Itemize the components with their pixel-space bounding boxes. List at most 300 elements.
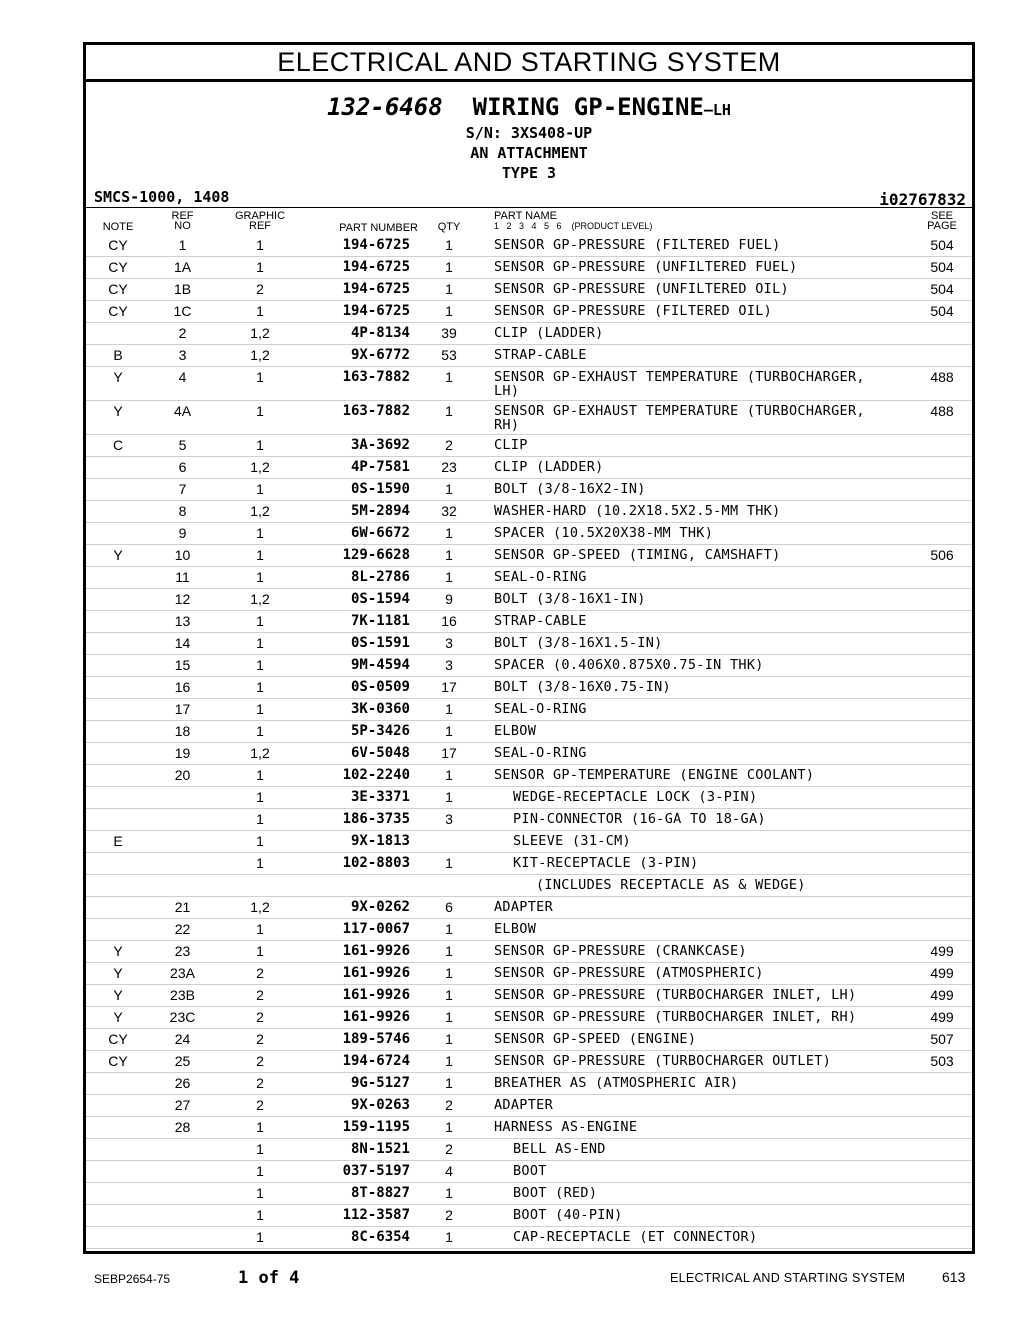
row-note: E bbox=[113, 833, 123, 849]
row-part-number: 037-5197 bbox=[342, 1163, 410, 1179]
table-row bbox=[86, 897, 972, 919]
table-row bbox=[86, 809, 972, 831]
row-part-name: SENSOR GP-PRESSURE (CRANKCASE) bbox=[494, 943, 747, 959]
row-quantity: 3 bbox=[445, 657, 453, 673]
table-row bbox=[86, 257, 972, 279]
row-part-name: SENSOR GP-PRESSURE (UNFILTERED OIL) bbox=[494, 281, 789, 297]
row-ref-number: 1B bbox=[173, 281, 192, 297]
row-part-number: 189-5746 bbox=[342, 1031, 410, 1047]
row-quantity: 1 bbox=[445, 723, 453, 739]
row-part-name: SEAL-O-RING bbox=[494, 701, 587, 717]
row-see-page: 504 bbox=[930, 281, 954, 297]
table-row bbox=[86, 345, 972, 367]
row-note: CY bbox=[108, 1053, 128, 1069]
row-quantity: 1 bbox=[445, 965, 453, 981]
table-row bbox=[86, 941, 972, 963]
table-row bbox=[86, 831, 972, 853]
row-part-name: SENSOR GP-PRESSURE (UNFILTERED FUEL) bbox=[494, 259, 798, 275]
row-quantity: 1 bbox=[445, 1031, 453, 1047]
row-part-number: 163-7882 bbox=[342, 403, 410, 419]
row-part-number: 102-8803 bbox=[342, 855, 410, 871]
header-graphic-top: GRAPHIC bbox=[234, 210, 286, 222]
row-note: Y bbox=[113, 965, 123, 981]
table-row bbox=[86, 567, 972, 589]
row-part-number: 0S-1591 bbox=[350, 635, 410, 651]
row-quantity: 1 bbox=[445, 569, 453, 585]
table-row bbox=[86, 1227, 972, 1249]
row-part-number: 0S-1594 bbox=[350, 591, 410, 607]
row-part-number: 102-2240 bbox=[342, 767, 410, 783]
row-graphic-ref: 1,2 bbox=[250, 459, 270, 475]
row-ref-number: 23C bbox=[169, 1009, 196, 1025]
row-ref-number: 28 bbox=[174, 1119, 191, 1135]
page-footer bbox=[0, 1268, 1020, 1292]
row-part-number: 129-6628 bbox=[342, 547, 410, 563]
table-row bbox=[86, 545, 972, 567]
row-part-number: 4P-7581 bbox=[350, 459, 410, 475]
table-row bbox=[86, 1183, 972, 1205]
group-title-line bbox=[86, 82, 972, 123]
row-part-number: 161-9926 bbox=[342, 987, 410, 1003]
row-ref-number: 8 bbox=[178, 503, 187, 519]
row-ref-number: 15 bbox=[174, 657, 191, 673]
row-quantity: 2 bbox=[445, 437, 453, 453]
footer-system-title: ELECTRICAL AND STARTING SYSTEM bbox=[670, 1271, 906, 1285]
row-graphic-ref: 1 bbox=[256, 303, 264, 319]
row-part-name: SENSOR GP-PRESSURE (ATMOSPHERIC) bbox=[494, 965, 764, 981]
row-quantity: 1 bbox=[445, 547, 453, 563]
row-ref-number: 20 bbox=[174, 767, 191, 783]
row-part-number: 0S-1590 bbox=[350, 481, 410, 497]
row-part-number: 3A-3692 bbox=[350, 437, 410, 453]
header-graphic-bottom: REF bbox=[249, 220, 271, 232]
row-graphic-ref: 1 bbox=[256, 547, 264, 563]
row-quantity: 1 bbox=[445, 789, 453, 805]
page-of-indicator: 1 of 4 bbox=[238, 1268, 300, 1288]
row-part-number: 6V-5048 bbox=[350, 745, 410, 761]
row-part-number: 0S-0509 bbox=[350, 679, 410, 695]
row-graphic-ref: 1 bbox=[256, 1163, 264, 1179]
serial-number: S/N: 3XS408-UP bbox=[465, 124, 593, 142]
row-part-name: SEAL-O-RING bbox=[494, 569, 587, 585]
row-graphic-ref: 1 bbox=[256, 437, 264, 453]
row-part-name: CAP-RECEPTACLE (ET CONNECTOR) bbox=[513, 1229, 758, 1245]
row-quantity: 1 bbox=[445, 369, 453, 385]
row-part-name: SENSOR GP-SPEED (ENGINE) bbox=[494, 1031, 697, 1047]
table-row bbox=[86, 655, 972, 677]
row-ref-number: 7 bbox=[178, 481, 187, 497]
row-quantity: 23 bbox=[441, 459, 457, 475]
row-quantity: 2 bbox=[445, 1207, 453, 1223]
row-graphic-ref: 1 bbox=[256, 403, 264, 419]
row-part-name: SENSOR GP-EXHAUST TEMPERATURE (TURBOCHARGER, LH) bbox=[494, 369, 865, 399]
row-part-number: 8T-8827 bbox=[350, 1185, 410, 1201]
row-quantity: 1 bbox=[445, 481, 453, 497]
row-part-name: HARNESS AS-ENGINE bbox=[494, 1119, 638, 1135]
row-graphic-ref: 2 bbox=[256, 1075, 264, 1091]
row-see-page: 488 bbox=[930, 403, 954, 419]
row-quantity: 17 bbox=[441, 745, 457, 761]
smcs-code: SMCS-1000, 1408 bbox=[94, 188, 230, 206]
row-graphic-ref: 1 bbox=[256, 701, 264, 717]
row-see-page: 499 bbox=[930, 965, 954, 981]
row-graphic-ref: 2 bbox=[256, 1053, 264, 1069]
row-see-page: 488 bbox=[930, 369, 954, 385]
group-header bbox=[86, 82, 972, 207]
row-part-number: 117-0067 bbox=[342, 921, 410, 937]
row-ref-number: 19 bbox=[174, 745, 191, 761]
table-row bbox=[86, 1095, 972, 1117]
row-quantity: 32 bbox=[441, 503, 457, 519]
row-part-name: SENSOR GP-PRESSURE (FILTERED FUEL) bbox=[494, 237, 781, 253]
section-title: ELECTRICAL AND STARTING SYSTEM bbox=[86, 45, 972, 82]
row-part-name: SENSOR GP-PRESSURE (TURBOCHARGER INLET, LH) bbox=[494, 987, 857, 1003]
table-row bbox=[86, 367, 972, 401]
row-ref-number: 3 bbox=[178, 347, 187, 363]
table-row bbox=[86, 1205, 972, 1227]
header-part-number: PART NUMBER bbox=[339, 222, 418, 234]
row-ref-number: 26 bbox=[174, 1075, 191, 1091]
row-quantity: 1 bbox=[445, 767, 453, 783]
row-quantity: 9 bbox=[445, 591, 453, 607]
row-note: CY bbox=[108, 237, 128, 253]
row-ref-number: 23 bbox=[174, 943, 191, 959]
row-quantity: 1 bbox=[445, 281, 453, 297]
row-graphic-ref: 1,2 bbox=[250, 325, 270, 341]
row-quantity: 6 bbox=[445, 899, 453, 915]
row-part-name: SENSOR GP-EXHAUST TEMPERATURE (TURBOCHARGER, RH) bbox=[494, 403, 865, 433]
row-ref-number: 4A bbox=[173, 403, 192, 419]
table-row bbox=[86, 743, 972, 765]
row-graphic-ref: 1 bbox=[256, 657, 264, 673]
row-quantity: 4 bbox=[445, 1163, 453, 1179]
header-see-top: SEE bbox=[930, 210, 953, 222]
row-part-name: BREATHER AS (ATMOSPHERIC AIR) bbox=[494, 1075, 739, 1091]
row-ref-number: 11 bbox=[175, 569, 190, 585]
table-row bbox=[86, 721, 972, 743]
row-quantity: 1 bbox=[445, 943, 453, 959]
row-graphic-ref: 2 bbox=[256, 1009, 264, 1025]
row-ref-number: 22 bbox=[174, 921, 191, 937]
row-part-name: STRAP-CABLE bbox=[494, 347, 587, 363]
row-note: Y bbox=[113, 1009, 123, 1025]
row-quantity: 1 bbox=[445, 525, 453, 541]
table-row bbox=[86, 589, 972, 611]
table-row bbox=[86, 1029, 972, 1051]
row-note: Y bbox=[113, 987, 123, 1003]
row-part-name: WEDGE-RECEPTACLE LOCK (3-PIN) bbox=[513, 789, 758, 805]
row-part-name: BOLT (3/8-16X1.5-IN) bbox=[494, 635, 663, 651]
row-ref-number: 10 bbox=[174, 547, 191, 563]
row-part-number: 6W-6672 bbox=[350, 525, 410, 541]
row-quantity: 53 bbox=[441, 347, 457, 363]
row-note: CY bbox=[108, 303, 128, 319]
row-quantity: 3 bbox=[445, 635, 453, 651]
row-ref-number: 2 bbox=[178, 325, 187, 341]
row-ref-number: 25 bbox=[174, 1053, 191, 1069]
row-quantity: 3 bbox=[445, 811, 453, 827]
table-row bbox=[86, 677, 972, 699]
row-part-number: 194-6725 bbox=[342, 259, 410, 275]
row-ref-number: 14 bbox=[174, 635, 191, 651]
row-note: Y bbox=[113, 943, 123, 959]
parts-page-frame bbox=[83, 42, 975, 1254]
page-number: 613 bbox=[942, 1269, 966, 1285]
row-part-number: 161-9926 bbox=[342, 965, 410, 981]
row-graphic-ref: 1 bbox=[256, 1185, 264, 1201]
row-ref-number: 24 bbox=[174, 1031, 191, 1047]
row-see-page: 504 bbox=[930, 303, 954, 319]
row-note: C bbox=[112, 437, 124, 453]
row-ref-number: 18 bbox=[174, 723, 191, 739]
row-part-number: 112-3587 bbox=[342, 1207, 410, 1223]
table-row bbox=[86, 787, 972, 809]
row-see-page: 499 bbox=[930, 943, 954, 959]
row-ref-number: 1 bbox=[178, 237, 187, 253]
row-part-name: ELBOW bbox=[494, 723, 537, 739]
row-graphic-ref: 1,2 bbox=[250, 899, 270, 915]
row-part-name: ADAPTER bbox=[494, 899, 553, 915]
group-name: WIRING GP-ENGINE bbox=[472, 93, 704, 121]
row-part-number: 194-6725 bbox=[342, 281, 410, 297]
row-quantity: 1 bbox=[445, 403, 453, 419]
row-graphic-ref: 1,2 bbox=[250, 503, 270, 519]
row-part-number: 194-6724 bbox=[342, 1053, 410, 1069]
row-graphic-ref: 1 bbox=[256, 237, 264, 253]
row-part-number: 3K-0360 bbox=[350, 701, 410, 717]
row-graphic-ref: 1 bbox=[256, 569, 264, 585]
table-row bbox=[86, 401, 972, 435]
row-quantity: 1 bbox=[445, 1119, 453, 1135]
row-quantity: 39 bbox=[441, 325, 457, 341]
header-ref-bottom: NO bbox=[174, 220, 191, 232]
row-ref-number: 1A bbox=[173, 259, 192, 275]
header-product-level: 1 2 3 4 5 6 (PRODUCT LEVEL) bbox=[494, 221, 653, 231]
row-part-number: 5P-3426 bbox=[350, 723, 410, 739]
table-row bbox=[86, 501, 972, 523]
row-quantity: 16 bbox=[441, 613, 457, 629]
row-graphic-ref: 1 bbox=[256, 767, 264, 783]
row-ref-number: 6 bbox=[178, 459, 187, 475]
row-ref-number: 12 bbox=[174, 591, 191, 607]
row-graphic-ref: 1 bbox=[256, 259, 264, 275]
row-see-page: 506 bbox=[930, 547, 954, 563]
attachment-label: AN ATTACHMENT bbox=[470, 144, 588, 162]
header-part-name: PART NAME bbox=[494, 210, 557, 222]
row-graphic-ref: 1 bbox=[256, 1119, 264, 1135]
table-row bbox=[86, 919, 972, 941]
row-part-number: 8L-2786 bbox=[350, 569, 410, 585]
row-part-number: 159-1195 bbox=[342, 1119, 410, 1135]
row-graphic-ref: 1 bbox=[256, 811, 264, 827]
row-quantity: 1 bbox=[445, 855, 453, 871]
row-note: CY bbox=[108, 281, 128, 297]
row-part-number: 161-9926 bbox=[342, 1009, 410, 1025]
row-graphic-ref: 1 bbox=[256, 833, 264, 849]
header-ref-top: REF bbox=[171, 210, 194, 222]
row-graphic-ref: 2 bbox=[256, 965, 264, 981]
row-part-name: CLIP bbox=[494, 437, 528, 453]
row-ref-number: 1C bbox=[173, 303, 192, 319]
row-graphic-ref: 1 bbox=[256, 525, 264, 541]
row-quantity: 1 bbox=[445, 1053, 453, 1069]
row-part-name: PIN-CONNECTOR (16-GA TO 18-GA) bbox=[513, 811, 766, 827]
row-part-name: CLIP (LADDER) bbox=[494, 325, 604, 341]
row-ref-number: 23A bbox=[170, 965, 195, 981]
row-graphic-ref: 1 bbox=[256, 1141, 264, 1157]
row-quantity: 1 bbox=[445, 921, 453, 937]
row-part-number: 194-6725 bbox=[342, 303, 410, 319]
row-part-name: BOLT (3/8-16X0.75-IN) bbox=[494, 679, 671, 695]
row-part-number: 8N-1521 bbox=[350, 1141, 410, 1157]
row-graphic-ref: 1,2 bbox=[250, 745, 270, 761]
row-graphic-ref: 1 bbox=[256, 1207, 264, 1223]
row-part-number: 7K-1181 bbox=[350, 613, 410, 629]
table-row bbox=[86, 323, 972, 345]
row-graphic-ref: 1 bbox=[256, 855, 264, 871]
table-row bbox=[86, 611, 972, 633]
row-part-number: 9X-0263 bbox=[350, 1097, 410, 1113]
row-graphic-ref: 1 bbox=[256, 481, 264, 497]
table-row bbox=[86, 1161, 972, 1183]
row-note: B bbox=[113, 347, 123, 363]
row-graphic-ref: 1 bbox=[256, 613, 264, 629]
row-quantity: 1 bbox=[445, 303, 453, 319]
row-part-number: 9G-5127 bbox=[350, 1075, 410, 1091]
row-part-name: SLEEVE (31-CM) bbox=[513, 833, 631, 849]
table-row bbox=[86, 235, 972, 257]
row-part-name: SENSOR GP-PRESSURE (TURBOCHARGER OUTLET) bbox=[494, 1053, 832, 1069]
row-graphic-ref: 2 bbox=[256, 1097, 264, 1113]
row-see-page: 504 bbox=[930, 259, 954, 275]
header-qty: QTY bbox=[437, 221, 461, 233]
row-quantity: 1 bbox=[445, 1229, 453, 1245]
row-part-number: 163-7882 bbox=[342, 369, 410, 385]
row-part-number: 3E-3371 bbox=[350, 789, 410, 805]
row-part-number: 9X-6772 bbox=[350, 347, 410, 363]
header-note: NOTE bbox=[102, 221, 134, 233]
table-row bbox=[86, 985, 972, 1007]
row-part-number: 9X-1813 bbox=[350, 833, 410, 849]
row-ref-number: 17 bbox=[174, 701, 191, 717]
header-see-bottom: PAGE bbox=[927, 220, 957, 232]
row-see-page: 504 bbox=[930, 237, 954, 253]
row-part-name: BOOT (RED) bbox=[513, 1185, 598, 1201]
row-part-name: WASHER-HARD (10.2X18.5X2.5-MM THK) bbox=[494, 503, 781, 519]
row-graphic-ref: 1 bbox=[256, 921, 264, 937]
row-graphic-ref: 1,2 bbox=[250, 347, 270, 363]
row-quantity: 1 bbox=[445, 701, 453, 717]
table-row bbox=[86, 479, 972, 501]
row-see-page: 499 bbox=[930, 1009, 954, 1025]
row-part-number: 5M-2894 bbox=[350, 503, 410, 519]
row-ref-number: 23B bbox=[170, 987, 195, 1003]
row-see-page: 507 bbox=[930, 1031, 954, 1047]
row-part-name: KIT-RECEPTACLE (3-PIN) bbox=[513, 855, 699, 871]
row-quantity: 1 bbox=[445, 1009, 453, 1025]
group-part-number: 132-6468 bbox=[327, 93, 443, 121]
row-graphic-ref: 1 bbox=[256, 789, 264, 805]
row-part-name: SENSOR GP-SPEED (TIMING, CAMSHAFT) bbox=[494, 547, 781, 563]
row-quantity: 2 bbox=[445, 1097, 453, 1113]
row-graphic-ref: 2 bbox=[256, 281, 264, 297]
row-graphic-ref: 1 bbox=[256, 369, 264, 385]
table-row bbox=[86, 853, 972, 875]
row-ref-number: 5 bbox=[178, 437, 187, 453]
illustration-id: i02767832 bbox=[879, 190, 966, 209]
row-quantity: 1 bbox=[445, 237, 453, 253]
row-see-page: 499 bbox=[930, 987, 954, 1003]
table-row bbox=[86, 1051, 972, 1073]
row-part-name: BELL AS-END bbox=[513, 1141, 606, 1157]
row-note: Y bbox=[113, 403, 123, 419]
row-part-name: (INCLUDES RECEPTACLE AS & WEDGE) bbox=[536, 877, 806, 893]
row-ref-number: 13 bbox=[174, 613, 191, 629]
table-row bbox=[86, 1117, 972, 1139]
row-part-number: 4P-8134 bbox=[350, 325, 410, 341]
row-part-name: SPACER (0.406X0.875X0.75-IN THK) bbox=[494, 657, 764, 673]
row-graphic-ref: 1 bbox=[256, 679, 264, 695]
table-row bbox=[86, 457, 972, 479]
row-part-name: SPACER (10.5X20X38-MM THK) bbox=[494, 525, 714, 541]
row-part-name: SEAL-O-RING bbox=[494, 745, 587, 761]
table-row bbox=[86, 875, 972, 897]
row-part-name: BOOT bbox=[513, 1163, 547, 1179]
row-part-name: ELBOW bbox=[494, 921, 537, 937]
row-note: Y bbox=[113, 369, 123, 385]
table-row bbox=[86, 1007, 972, 1029]
row-quantity: 1 bbox=[445, 1185, 453, 1201]
row-part-name: SENSOR GP-PRESSURE (TURBOCHARGER INLET, RH) bbox=[494, 1009, 857, 1025]
row-part-name: SENSOR GP-TEMPERATURE (ENGINE COOLANT) bbox=[494, 767, 815, 783]
table-row bbox=[86, 1139, 972, 1161]
row-part-number: 161-9926 bbox=[342, 943, 410, 959]
row-part-name: ADAPTER bbox=[494, 1097, 553, 1113]
row-graphic-ref: 1 bbox=[256, 635, 264, 651]
row-quantity: 1 bbox=[445, 259, 453, 275]
row-quantity: 1 bbox=[445, 1075, 453, 1091]
row-part-number: 8C-6354 bbox=[350, 1229, 410, 1245]
group-suffix: —LH bbox=[703, 101, 731, 119]
row-note: Y bbox=[113, 547, 123, 563]
row-part-name: BOOT (40-PIN) bbox=[513, 1207, 623, 1223]
row-part-number: 186-3735 bbox=[342, 811, 410, 827]
column-headers bbox=[86, 207, 972, 235]
row-see-page: 503 bbox=[930, 1053, 954, 1069]
table-row bbox=[86, 1073, 972, 1095]
row-graphic-ref: 1 bbox=[256, 1229, 264, 1245]
row-part-name: CLIP (LADDER) bbox=[494, 459, 604, 475]
row-ref-number: 9 bbox=[178, 525, 187, 541]
row-graphic-ref: 1 bbox=[256, 943, 264, 959]
row-part-name: BOLT (3/8-16X2-IN) bbox=[494, 481, 646, 497]
row-part-number: 194-6725 bbox=[342, 237, 410, 253]
table-row bbox=[86, 279, 972, 301]
row-ref-number: 4 bbox=[178, 369, 187, 385]
row-part-number: 9X-0262 bbox=[350, 899, 410, 915]
row-graphic-ref: 2 bbox=[256, 987, 264, 1003]
row-graphic-ref: 1 bbox=[256, 723, 264, 739]
table-row bbox=[86, 301, 972, 323]
row-ref-number: 27 bbox=[174, 1097, 191, 1113]
row-part-name: BOLT (3/8-16X1-IN) bbox=[494, 591, 646, 607]
table-row bbox=[86, 523, 972, 545]
parts-table bbox=[86, 235, 972, 1249]
row-note: CY bbox=[108, 259, 128, 275]
table-row bbox=[86, 699, 972, 721]
table-row bbox=[86, 633, 972, 655]
row-graphic-ref: 2 bbox=[256, 1031, 264, 1047]
